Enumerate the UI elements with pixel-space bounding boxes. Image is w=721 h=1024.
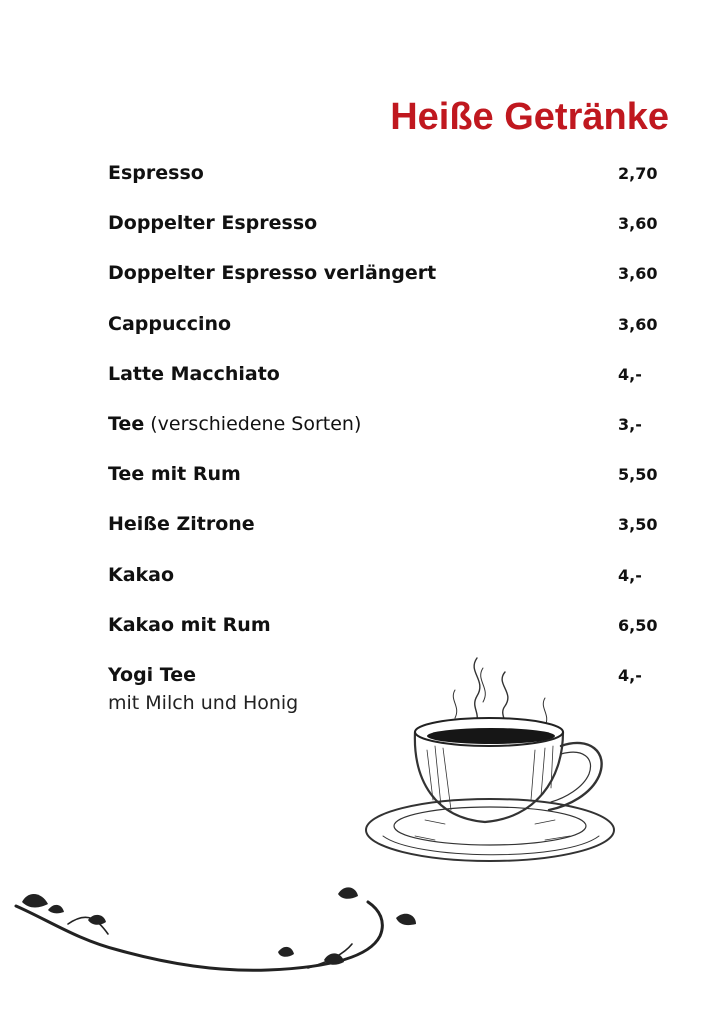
item-price: 4,-	[618, 665, 642, 685]
item-price: 5,50	[618, 465, 658, 485]
item-name: Espresso	[108, 162, 204, 184]
item-name: Doppelter Espresso	[108, 212, 318, 235]
item-name: Heiße Zitrone	[108, 513, 255, 536]
menu-item	[108, 513, 668, 563]
drinks-list	[108, 162, 668, 714]
item-name: Kakao mit Rum	[108, 613, 271, 636]
item-subtitle: mit Milch und Honig	[108, 691, 299, 714]
item-price: 2,70	[618, 164, 658, 183]
menu-item	[108, 212, 668, 262]
menu-item	[108, 363, 668, 413]
item-name: Kakao	[108, 563, 175, 586]
menu-item	[108, 262, 668, 312]
menu-item	[108, 313, 668, 363]
item-name: Yogi Tee	[108, 663, 197, 686]
item-name: Cappuccino	[108, 312, 232, 335]
item-name: Tee mit Rum	[108, 463, 241, 486]
menu-item	[108, 564, 668, 614]
menu-item	[108, 162, 668, 212]
menu-item	[108, 463, 668, 513]
item-price: 4,-	[618, 364, 642, 384]
item-price: 3,-	[618, 414, 642, 434]
menu-title: Heiße Getränke	[390, 96, 669, 138]
vine-branch-icon	[8, 880, 428, 990]
item-name: Tee (verschiedene Sorten)	[108, 412, 362, 435]
menu-item	[108, 413, 668, 463]
item-price: 3,60	[618, 264, 658, 284]
item-price: 3,60	[618, 314, 658, 334]
item-name: Latte Macchiato	[108, 362, 280, 385]
item-price: 3,50	[618, 515, 658, 535]
item-price: 6,50	[618, 615, 658, 635]
item-price: 3,60	[618, 214, 658, 234]
item-name: Doppelter Espresso verlängert	[108, 262, 437, 285]
item-price: 4,-	[618, 565, 642, 585]
coffee-cup-icon	[355, 650, 625, 880]
